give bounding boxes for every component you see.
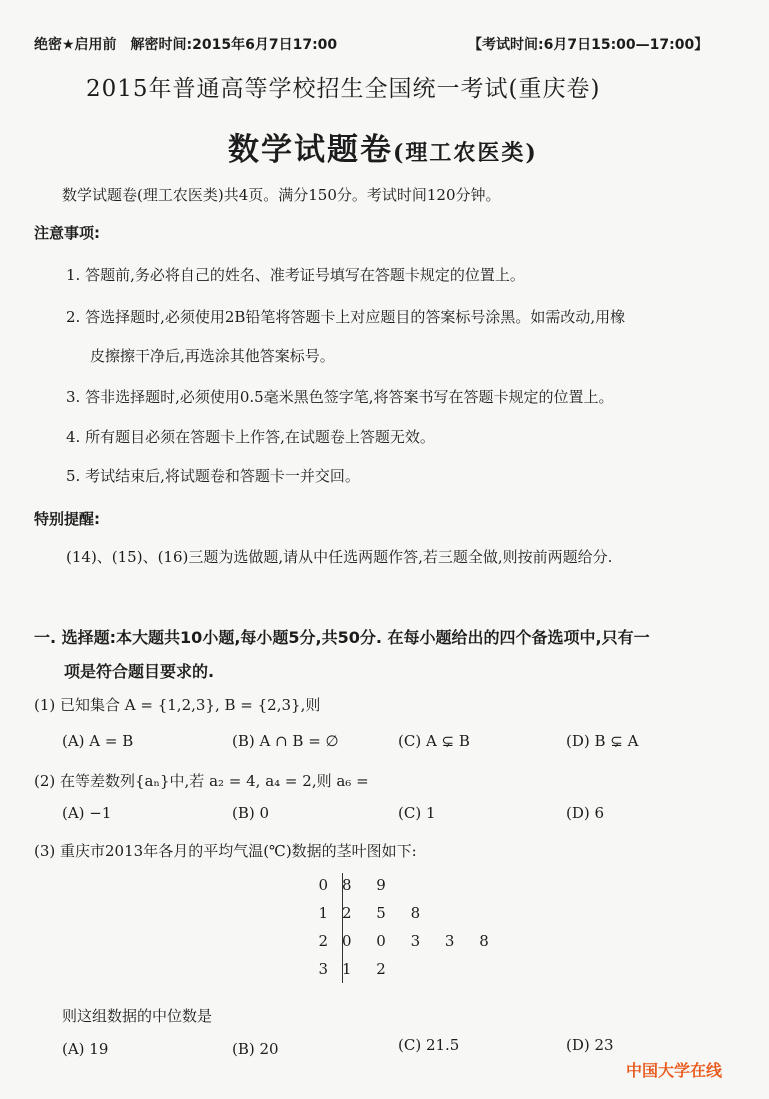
note-item-5: 5. 考试结束后,将试题卷和答题卡一并交回。 — [66, 467, 360, 485]
paper-title-sub: (理工农医类) — [393, 140, 538, 166]
q2-option-a: (A) −1 — [62, 804, 112, 822]
notes-heading: 注意事项: — [34, 224, 100, 242]
paper-title-main: 数学试题卷 — [228, 132, 393, 168]
reminder-text: (14)、(15)、(16)三题为选做题,请从中任选两题作答,若三题全做,则按前两题给分. — [66, 548, 613, 566]
question-3-ask: 则这组数据的中位数是 — [62, 1007, 213, 1025]
leaf-values: 8 9 — [342, 876, 396, 894]
paper-title — [228, 124, 538, 169]
q3-option-c: (C) 21.5 — [398, 1036, 460, 1054]
stem-value: 1 — [318, 904, 328, 922]
leaf-values: 1 2 — [342, 960, 396, 978]
q1-option-c: (C) A ⊊ B — [398, 732, 470, 750]
question-1-stem: (1) 已知集合 A = {1,2,3}, B = {2,3},则 — [34, 696, 321, 714]
q2-option-d: (D) 6 — [566, 804, 605, 822]
stem-leaf-row — [306, 876, 396, 894]
intro-text: 数学试题卷(理工农医类)共4页。满分150分。考试时间120分钟。 — [62, 186, 501, 204]
q1-option-b: (B) A ∩ B = ∅ — [232, 732, 339, 750]
stem-value: 2 — [318, 932, 328, 950]
q1-option-d: (D) B ⊊ A — [566, 732, 639, 750]
note-item-2: 2. 答选择题时,必须使用2B铅笔将答题卡上对应题目的答案标号涂黑。如需改动,用橡 — [66, 308, 626, 326]
note-item-2-cont: 皮擦擦干净后,再选涂其他答案标号。 — [90, 347, 335, 365]
header-left: 绝密★启用前 解密时间:2015年6月7日17:00 — [34, 37, 338, 53]
note-item-3: 3. 答非选择题时,必须使用0.5毫米黑色签字笔,将答案书写在答题卡规定的位置上。 — [66, 388, 614, 406]
q2-option-b: (B) 0 — [232, 804, 270, 822]
section-heading: 一. 选择题:本大题共10小题,每小题5分,共50分. 在每小题给出的四个备选项中,只有一 — [34, 628, 650, 647]
question-2-stem: (2) 在等差数列{aₙ}中,若 a₂ = 4, a₄ = 2,则 a₆ = — [34, 772, 369, 790]
q2-option-c: (C) 1 — [398, 804, 436, 822]
exam-title: 2015年普通高等学校招生全国统一考试(重庆卷) — [86, 76, 601, 102]
stem-leaf-row — [306, 932, 499, 950]
q3-option-b: (B) 20 — [232, 1040, 279, 1058]
reminder-heading: 特别提醒: — [34, 510, 100, 528]
stem-leaf-row — [306, 960, 396, 978]
header-right: 【考试时间:6月7日15:00—17:00】 — [468, 37, 709, 53]
leaf-values: 0 0 3 3 8 — [342, 932, 499, 950]
note-item-1: 1. 答题前,务必将自己的姓名、准考证号填写在答题卡规定的位置上。 — [66, 266, 525, 284]
stem-leaf-row — [306, 904, 430, 922]
note-item-4: 4. 所有题目必须在答题卡上作答,在试题卷上答题无效。 — [66, 428, 435, 446]
stem-value: 3 — [318, 960, 328, 978]
question-3-stem: (3) 重庆市2013年各月的平均气温(℃)数据的茎叶图如下: — [34, 842, 417, 860]
stem-value: 0 — [318, 876, 328, 894]
q1-option-a: (A) A = B — [62, 732, 134, 750]
q3-option-d: (D) 23 — [566, 1036, 614, 1054]
q3-option-a: (A) 19 — [62, 1040, 109, 1058]
site-watermark: 中国大学在线 — [626, 1061, 723, 1080]
leaf-values: 2 5 8 — [342, 904, 431, 922]
section-heading-cont: 项是符合题目要求的. — [64, 662, 215, 681]
